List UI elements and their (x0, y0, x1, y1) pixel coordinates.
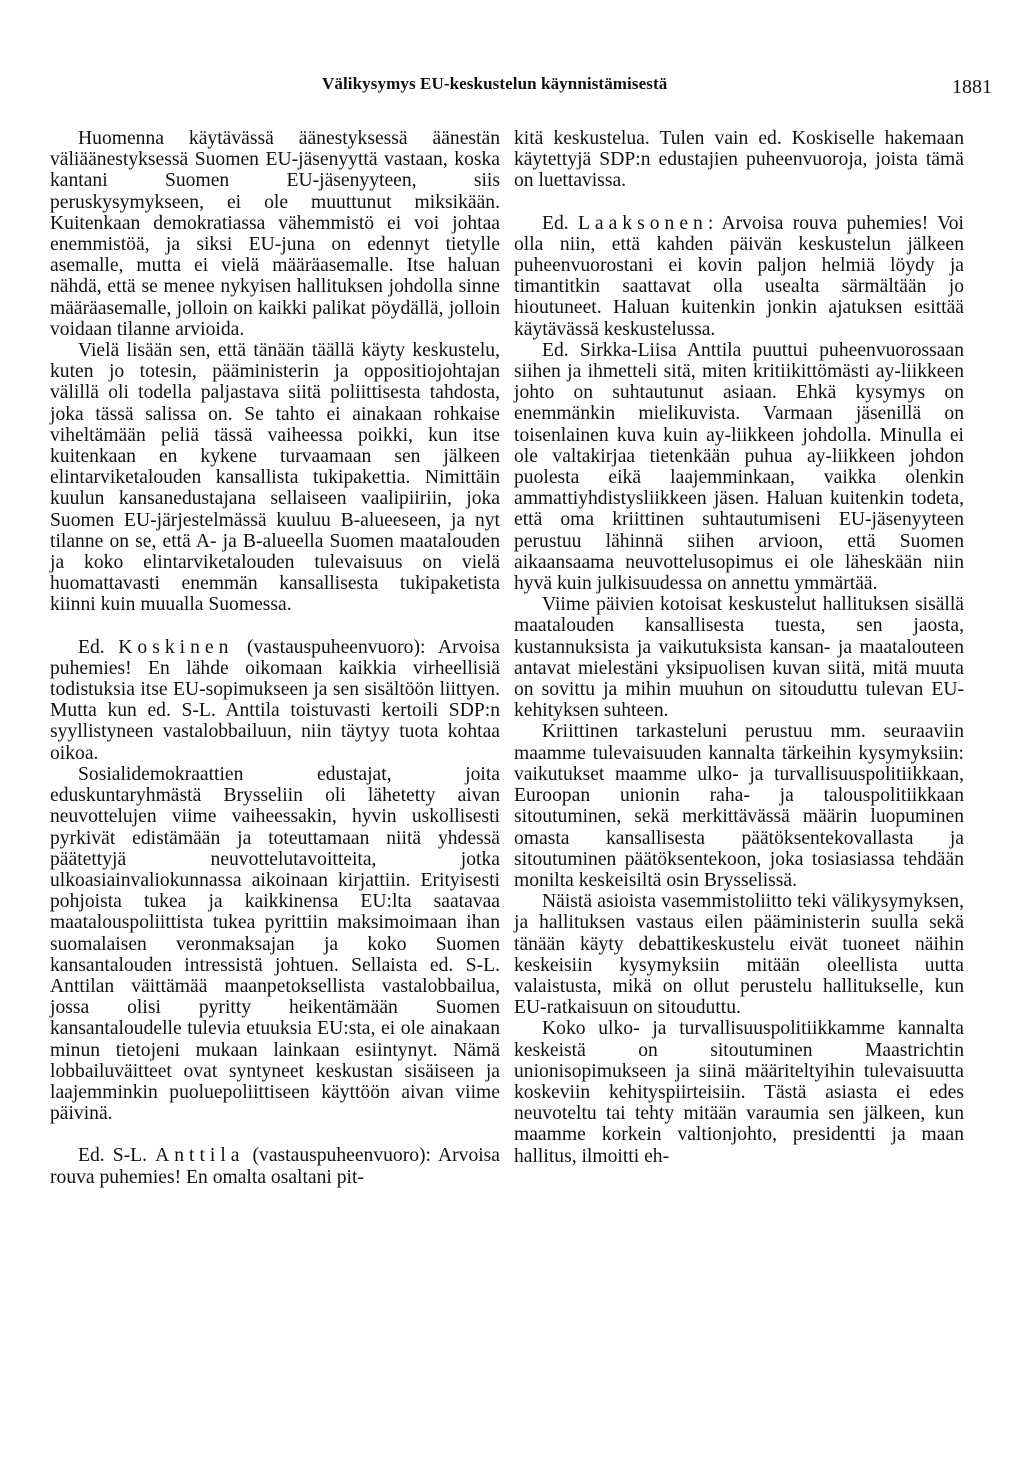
speaker-name: Koskinen (118, 636, 234, 658)
paragraph-continuation: kitä keskustelua. Tulen vain ed. Koskiselle hakemaan käytettyjä SDP:n edustajien puheenvuoroja, joista tämä on luettavissa. (514, 128, 964, 192)
speech-anttila (50, 1145, 500, 1187)
speaker-prefix: Ed. S-L. (78, 1145, 156, 1167)
speaker-prefix: Ed. (542, 212, 578, 234)
paragraph: Sosialidemokraattien edustajat, joita eduskuntaryhmästä Brysseliin oli lähetetty aivan neuvottelujen viime vaiheessakin, hyvin uskollisesti pyrkivät edistämään ja toteuttamaan niitä yhdessä päätettyjä neuvottelutavoitteita, jotka ulkoasiainvaliokunnassa aikoinaan kirjattiin. Erityisesti pohjoista tukea ja kaikkinensa EU:lta saatavaa maatalouspoliittista tukea pyrittiin maksimoimaan ihan suomalaisen veronmaksajan ja koko Suomen kansantalouden intressistä johtuen. Sellaista ed. S-L. Anttilan väittämää maanpetoksellista vastalobbailua, jossa olisi pyritty heikentämään Suomen kansantaloudelle tulevia etuuksia EU:sta, ei ole ainakaan minun tietojeni mukaan lainkaan esiintynyt. Nämä lobbailuväitteet ovat syntyneet keskustan sisäiseen ja laajemminkin puoluepoliittiseen käyttöön aivan viime päivinä. (50, 763, 500, 1125)
right-column (514, 128, 964, 1167)
speaker-name: Anttila (155, 1145, 245, 1167)
speech-text: (vastauspuheenvuoro): Arvoisa rouva puhemies! En omalta osaltani pit- (50, 1145, 501, 1188)
speech-text: : Arvoisa rouva puhemies! Voi olla niin, että kahden päivän keskustelun jälkeen puheenvuorostani ei kovin paljon helmiä löydy ja timantitkin saattavat olla usealta särmältään jo hioutuneet. Haluan kuitenkin jonkin ajatuksen esittää käytävässä keskustelussa. (514, 212, 965, 340)
paragraph: Kriittinen tarkasteluni perustuu mm. seuraaviin maamme tulevaisuuden kannalta tärkeihin kysymyksiin: vaikutukset maamme ulko- ja turvallisuuspolitiikkaan, Euroopan unionin raha- ja talouspolitiikkaan sitoutuminen, sekä merkittävässä määrin luopuminen omasta kansallisesta päätöksentekovallasta ja sitoutuminen päätöksentekoon, joka tosiasiassa tehdään monilta keskeisiltä osin Brysselissä. (514, 721, 964, 891)
page-number: 1881 (952, 76, 992, 98)
paragraph: Huomenna käytävässä äänestyksessä äänestän väliäänestyksessä Suomen EU-jäsenyyttä vastaan, koska kantani Suomen EU-jäsenyyteen, siis peruskysymykseen, ei ole muuttunut miksikään. Kuitenkaan demokratiassa vähemmistö ei voi johtaa enemmistöä, ja siksi EU-juna on edennyt tietylle asemalle, mutta ei vielä määräasemalle. Itse haluan nähdä, että se menee nykyisen hallituksen johdolla sinne määräasemalle, jolloin on kaikki palikat pöydällä, jolloin voidaan tilanne arvioida. (50, 128, 500, 340)
running-title: Välikysymys EU-keskustelun käynnistämisestä (322, 74, 668, 93)
paragraph: Viime päivien kotoisat keskustelut hallituksen sisällä maatalouden kansallisesta tuesta, sen jaosta, kustannuksista ja vaikutuksista kansan- ja maatalouteen antavat mielestäni yksipuolisen kuvan siitä, mitä muuta on sovittu ja mihin muuhun on sitouduttu tulevan EU-kehityksen suhteen. (514, 594, 964, 722)
left-column (50, 128, 500, 1188)
paragraph: Vielä lisään sen, että tänään täällä käyty keskustelu, kuten jo totesin, pääministerin ja oppositiojohtajan välillä oli todella paljastava siitä poliittisesta tahdosta, joka tässä salissa on. Se tahto ei ainakaan rohkaise viheltämään peliä tässä vaiheessa poikki, kun itse kuitenkaan en kykene turvaamaan sen jälkeen elintarviketalouden kansallista tukipakettia. Nimittäin kuulun kansanedustajana sellaiseen vaalipiiriin, joka Suomen EU-järjestelmässä kuuluu B-alueeseen, ja nyt tilanne on se, että A- ja B-alueella Suomen maatalouden ja koko elintarviketalouden tulevaisuus on vielä huomattavasti enemmän kansallisesta tukipaketista kiinni kuin muualla Suomessa. (50, 340, 500, 616)
speech-koskinen (50, 637, 500, 764)
paragraph: Koko ulko- ja turvallisuuspolitiikkamme kannalta keskeistä on sitoutuminen Maastrichtin unionisopimukseen ja siinä määriteltyihin tulevaisuutta koskeviin kehityspiirteisiin. Tästä asiasta ei edes neuvoteltu tai tehty mitään varaumia sen jälkeen, kun maamme korkein valtionjohto, presidentti ja maan hallitus, ilmoitti eh- (514, 1018, 964, 1167)
paragraph: Näistä asioista vasemmistoliitto teki välikysymyksen, ja hallituksen vastaus eilen pääministerin suulla sekä tänään käyty debattikeskustelu eivät tuoneet näihin keskeisiin kysymyksiin mitään oleellista uutta valaistusta, mikä on ollut perustelu hallitukselle, kun EU-ratkaisuun on sitouduttu. (514, 891, 964, 1019)
speaker-name: Laaksonen (577, 212, 708, 234)
paragraph: Ed. Sirkka-Liisa Anttila puuttui puheenvuorossaan siihen ja ihmetteli sitä, miten kritiikittömästi ay-liikkeen johto on suhtautunut asiaan. Ehkä kysymys on enemmänkin mielikuvista. Varmaan jäsenillä on toisenlainen kuva kuin ay-liikkeen johdolla. Minulla ei ole valtakirjaa tietenkään puhua ay-liikkeen johdon puolesta eikä laajemminkaan, vaikka olenkin ammattiyhdistysliikkeen jäsen. Haluan kuitenkin todeta, että oma kriittinen suhtautumiseni EU-jäsenyyteen perustuu lähinnä siihen arvioon, että Suomen aikaansaama neuvottelusopimus ei ole läheskään niin hyvä kuin julkisuudessa on annettu ymmärtää. (514, 339, 964, 595)
page-header (0, 74, 1024, 104)
speech-laaksonen (514, 213, 964, 340)
speaker-prefix: Ed. (78, 636, 119, 658)
speech-text: (vastauspuheenvuoro): Arvoisa puhemies! En lähde oikomaan kaikkia virheellisiä todistuksia itse EU-sopimukseen ja sen sisältöön liittyen. Mutta kun ed. S-L. Anttila toistuvasti kertoili SDP:n syyllistyneen vastalobbailuun, niin täytyy tuota kohtaa oikoa. (50, 636, 500, 764)
